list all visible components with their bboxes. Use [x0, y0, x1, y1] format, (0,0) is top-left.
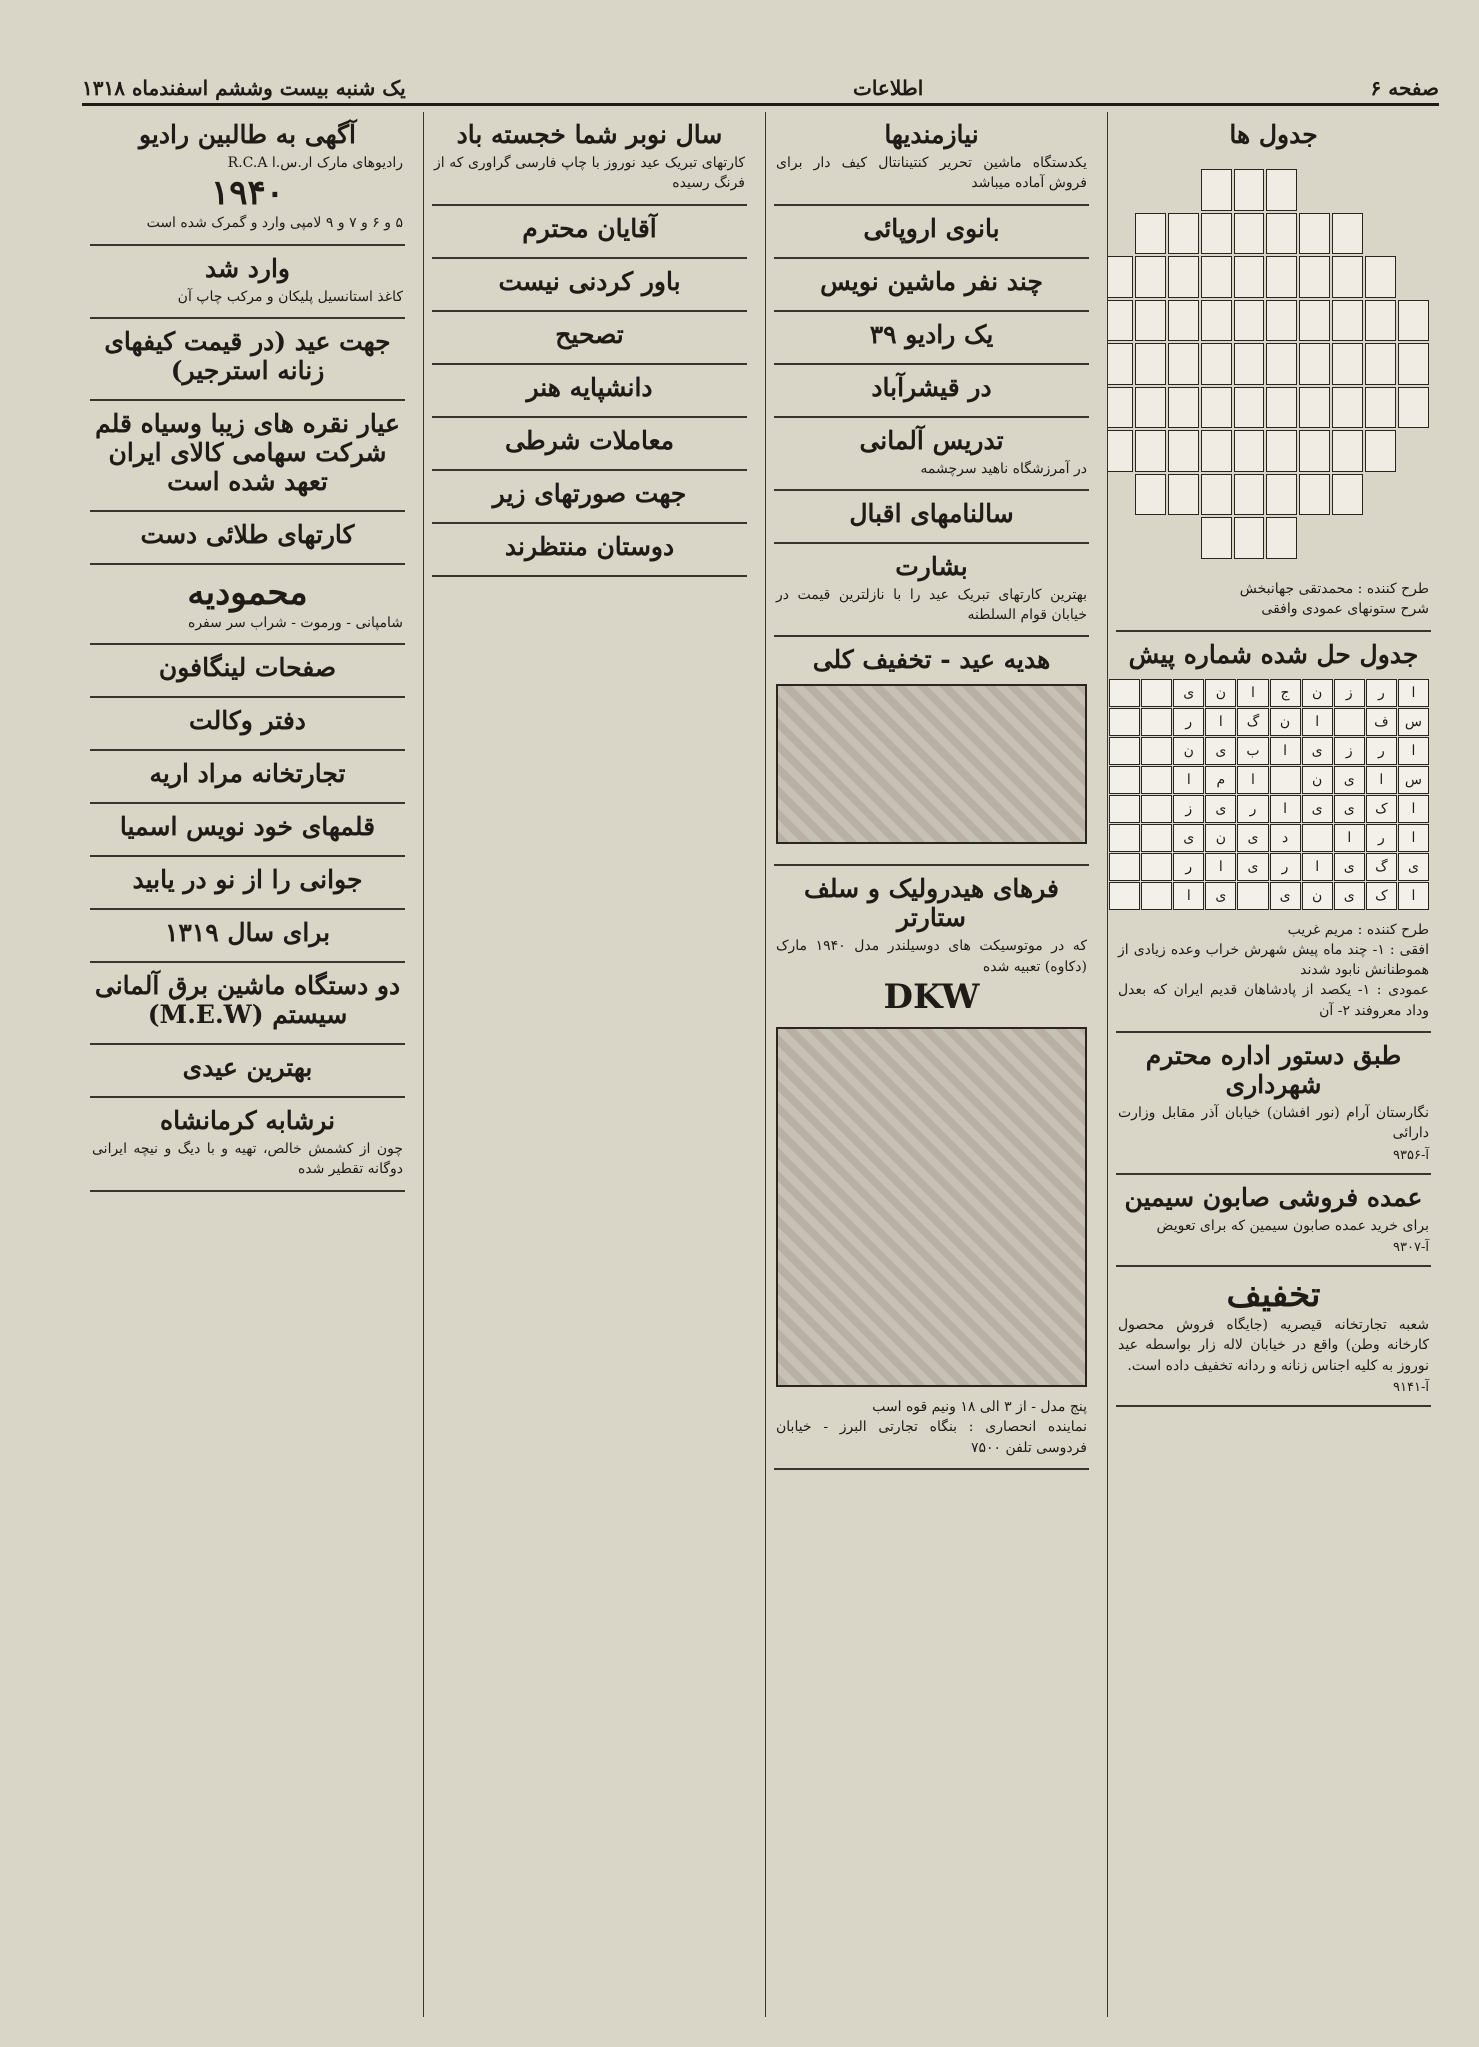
new-year-text: کارتهای تبریک عید نوروز با چاپ فارسی گراوری که از فرنگ رسیده	[434, 155, 745, 192]
needs-title: نیازمندیها	[884, 120, 979, 149]
clue-1: افقی : ۱- چند ماه پیش شهرش خراب وعده زیادی از هموطنانش نابود شدند	[1118, 941, 1430, 979]
european-lady-title: بانوی اروپائی	[863, 213, 1000, 243]
puzzle-subtitle: شرح ستونهای عمودی وافقی	[1261, 601, 1429, 618]
linguaphone-title: صفحات لینگافون	[158, 653, 337, 683]
solved-grid: ا ر ز ن ج ا ن ی س ف ا ن گ ا ر ا ر ز ی ا ب ی ن س ا ی ن ا م ا ا ک ی ی ا ر ی ز ا ر ا د ی ن ی ی گ ی ا ر ی ا ر ا ک ی ن ی ی ا	[1109, 679, 1429, 910]
silver-title: عیار نقره های زیبا وسیاه قلم شرکت سهامی کالای ایران تعهد شده است	[95, 408, 400, 496]
year-1319-title: برای سال ۱۳۱۹	[164, 918, 331, 948]
pictures-title: جهت صورتهای زیر	[492, 478, 687, 508]
dkw-text: که در موتوسیکت های دوسیلندر مدل ۱۹۴۰ مارک (دکاوه) تعبیه شده	[776, 938, 1087, 975]
radio-sub: رادیوهای مارک ار.س.ا R.C.A	[227, 155, 403, 171]
stencil-text: کاغذ استانسیل پلیکان و مرکب چاپ آن	[177, 288, 403, 305]
ad-discount-text: شعبه تجارتخانه قیصریه (جایگاه فروش محصول کارخانه وطن) واقع در خیابان لاله زار بواسطه عید نوروز به کلیه اجناس زنانه و ردانه تخفیف داده است.	[1118, 1316, 1429, 1374]
ad-municipality-code: آ-۹۳۵۶	[1393, 1147, 1429, 1163]
basharat-title: بشارت	[895, 551, 968, 581]
qishrabad-title: در قیشرآباد	[871, 372, 992, 402]
new-year-title: سال نوبر شما خجسته باد	[456, 120, 723, 149]
ad-soap	[1116, 1175, 1431, 1267]
typists-title: چند نفر ماشین نویس	[820, 266, 1043, 296]
crossword-grid	[1107, 169, 1429, 559]
stencil-title: وارد شد	[205, 253, 290, 283]
conditional-title: معاملات شرطی	[504, 425, 675, 455]
ad-municipality-title: طبق دستور اداره محترم شهرداری	[1145, 1041, 1402, 1100]
needs-text: یکدستگاه ماشین تحریر کنتینانتال کیف دار برای فروش آماده میباشد	[776, 155, 1087, 192]
law-office-title: دفتر وکالت	[189, 706, 306, 736]
solved-title: جدول حل شده شماره پیش	[1128, 639, 1419, 669]
left-column	[82, 112, 413, 2017]
mew-title: دو دستگاه ماشین برق آلمانی سیستم (M.E.W)	[94, 971, 401, 1030]
ad-soap-title: عمده فروشی صابون سیمین	[1124, 1182, 1423, 1212]
solved-footer: طرح کننده : مریم غریب	[1287, 921, 1429, 938]
solved-puzzle-section	[1116, 632, 1431, 1033]
bags-title: جهت عید (در قیمت کیفهای زنانه استرجیر)	[104, 326, 391, 385]
ad-soap-text: برای خرید عمده صابون سیمین که برای تعویض	[1156, 1217, 1429, 1234]
ad-soap-code: آ-۹۳۰۷	[1393, 1239, 1429, 1255]
dkw-bottom: نماینده انحصاری : بنگاه تجارتی البرز - خیابان فردوسی تلفن ۷۵۰۰	[776, 1419, 1087, 1456]
eqbal-title: سالنامهای اقبال	[849, 498, 1014, 528]
ad-municipality-text: نگارستان آرام (نور افشان) خیابان آذر مقابل وزارت دارائی	[1118, 1105, 1429, 1142]
mahmoudieh-title: محمودیه	[187, 572, 308, 613]
radio-year: ۱۹۴۰	[210, 173, 285, 214]
correction-title: تصحیح	[555, 319, 624, 349]
art-title: دانشپایه هنر	[526, 372, 653, 402]
columns	[82, 112, 1439, 2017]
puzzle-label: طرح کننده : محمدتقی جهانبخش	[1239, 581, 1429, 597]
dkw-footer: پنج مدل - از ۳ الی ۱۸ ونیم قوه اسب	[872, 1399, 1087, 1416]
basharat-text: بهترین کارتهای تبریک عید را با نازلترین قیمت در خیابان قوام السلطنه	[776, 586, 1087, 624]
best-gift-title: بهترین عیدی	[182, 1053, 313, 1083]
gentlemen-title: آقایان محترم	[522, 213, 657, 243]
radio-39-title: یک رادیو ۳۹	[869, 319, 994, 349]
kermanshah-title: نرشابه کرمانشاه	[159, 1106, 336, 1136]
dkw-brand: DKW	[883, 977, 980, 1018]
gift-discount-title: هدیه عید - تخفیف کلی	[812, 645, 1051, 675]
puzzle-section	[1116, 112, 1431, 632]
pens-title: قلمهای خود نویس اسمیا	[119, 812, 376, 842]
radio-text: ۵ و ۶ و ۷ و ۹ لامپی وارد و گمرک شده است	[146, 215, 403, 232]
issue-date: یک شنبه بیست وششم اسفندماه ۱۳۱۸	[82, 75, 406, 100]
radio-title: آگهی به طالبین رادیو	[139, 120, 356, 149]
youth-title: جوانی را از نو در یابید	[132, 865, 363, 895]
murad-title: تجارتخانه مراد اریه	[149, 759, 346, 789]
dkw-title: فرهای هیدرولیک و سلف ستارتر	[804, 874, 1059, 933]
middle-left-column	[423, 112, 755, 2017]
right-column	[1107, 112, 1439, 2017]
clue-2: عمودی : ۱- یکصد از پادشاهان قدیم ایران که بعدل وداد معروفند ۲- آن	[1118, 982, 1429, 1019]
page-number: صفحه ۶	[1370, 75, 1439, 100]
ad-discount	[1116, 1267, 1431, 1407]
masthead	[82, 72, 1439, 106]
motorcycle-illustration	[776, 1027, 1087, 1387]
friends-title: دوستان منتظرند	[504, 531, 675, 561]
newspaper-name: اطلاعات	[853, 75, 924, 100]
kermanshah-text: چون از کشمش خالص، تهیه و با دیگ و نیچه ایرانی دوگانه تقطیر شده	[92, 1141, 403, 1178]
mahmoudieh-text: شامپانی - ورموت - شراب سر سفره	[188, 614, 403, 631]
ad-municipality	[1116, 1033, 1431, 1175]
german-lessons-text: در آمرزشگاه ناهید سرچشمه	[920, 460, 1087, 477]
german-lessons-title: تدریس آلمانی	[859, 425, 1004, 455]
middle-right-column	[765, 112, 1097, 2017]
golden-cards-title: کارتهای طلائی دست	[140, 519, 355, 549]
unbelievable-title: باور کردنی نیست	[498, 266, 681, 296]
ad-discount-code: آ-۹۱۴۱	[1393, 1379, 1429, 1395]
gift-illustration	[776, 684, 1087, 844]
ad-discount-title: تخفیف	[1226, 1274, 1321, 1315]
puzzle-title: جدول ها	[1229, 120, 1318, 149]
